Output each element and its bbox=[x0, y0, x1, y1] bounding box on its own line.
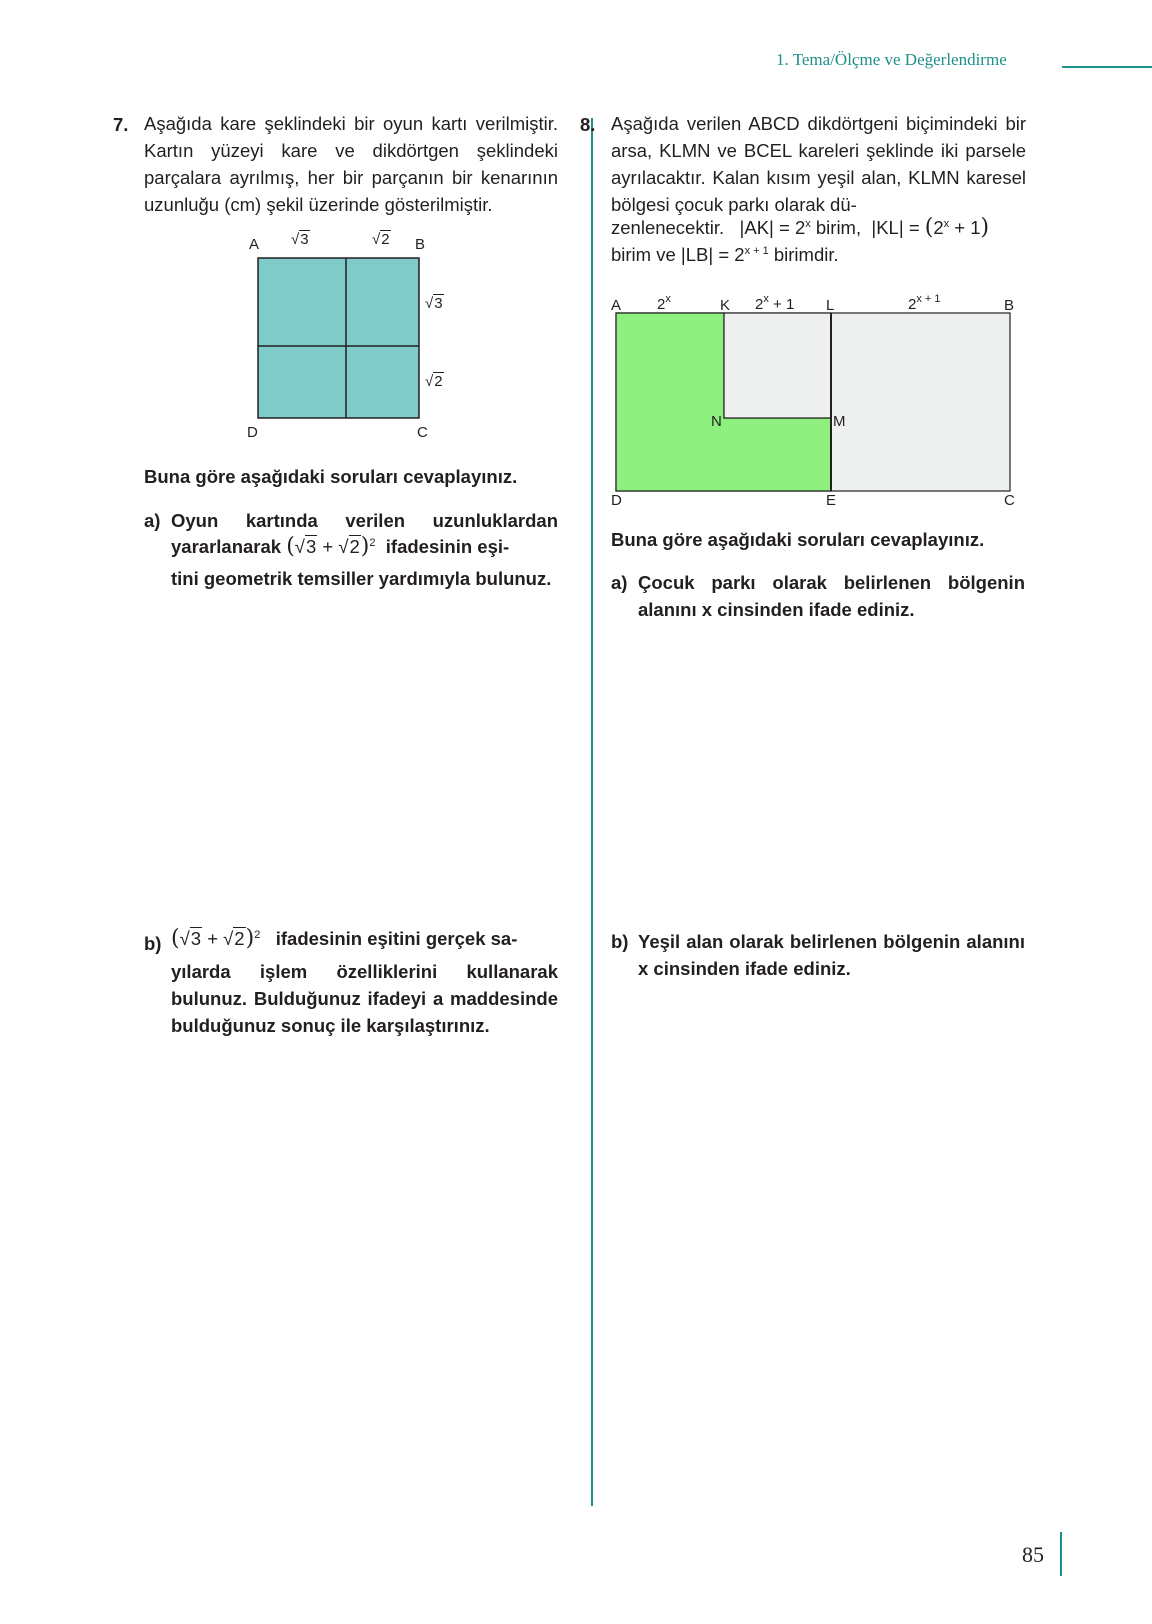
q8-b-label: b) bbox=[611, 931, 629, 952]
q7-card-figure bbox=[240, 226, 480, 446]
q8-label-c: C bbox=[1004, 492, 1015, 509]
q7-a-line1: Oyun kartında verilen uzunluklardan bbox=[171, 510, 558, 531]
q8-label-a: A bbox=[611, 297, 622, 314]
q7-number: 7. bbox=[113, 114, 129, 135]
q8-seg-lb: $2^{x + 1}$ bbox=[908, 293, 941, 313]
q8-land-figure bbox=[600, 300, 1030, 500]
q7-a-label: a) bbox=[144, 510, 161, 531]
q8-seg-ak: 2$^x$ bbox=[657, 293, 671, 313]
q7-corner-c: C bbox=[417, 424, 428, 441]
q8-line-lb: birim ve $|LB| = 2^{x + 1}$ birimdir. bbox=[611, 244, 839, 265]
q8-prompt: Buna göre aşağıdaki soruları cevaplayınız. bbox=[611, 529, 985, 550]
q7-a-line2: yararlanarak $(√3 + √2)^2$ ifadesinin eşi- bbox=[171, 534, 510, 559]
q7-label-top-right: √2 bbox=[372, 231, 390, 248]
q7-corner-d: D bbox=[247, 424, 258, 441]
q8-label-k: K bbox=[720, 297, 731, 314]
q7-prompt: Buna göre aşağıdaki soruları cevaplayınız. bbox=[144, 466, 518, 487]
q7-label-top-left: √3 bbox=[291, 231, 309, 248]
q8-a-label: a) bbox=[611, 572, 628, 593]
q7-b-rest: yılarda işlem özelliklerini kullanarak bulunuz. Bulduğunuz ifadeyi a maddesinde bulduğunuz sonuç ile karşılaştırınız. bbox=[171, 961, 558, 1036]
q8-label-b: B bbox=[1004, 297, 1015, 314]
q8-label-e: E bbox=[826, 492, 837, 509]
q7-label-right-bottom: √2 bbox=[425, 373, 443, 390]
q8-line-ak-kl: zenlenecektir. |AK| = 2$^x$ birim, |KL| = (2$^x$ + 1) bbox=[611, 215, 990, 240]
page-number-rule bbox=[1060, 1532, 1062, 1576]
q7-intro: Aşağıda kare şeklindeki bir oyun kartı verilmiştir. Kartın yüzeyi kare ve dikdörtgen şeklindeki parçalara ayrılmış, her bir parçanın bir kenarının uzunluğu (cm) şekil üzerinde gösterilmiştir. bbox=[144, 113, 558, 215]
page-number: 85 bbox=[1022, 1542, 1044, 1567]
q7-corner-b: B bbox=[415, 236, 426, 253]
q8-seg-kl: 2$^x$ + 1 bbox=[755, 293, 795, 313]
q7-card-outline bbox=[258, 258, 419, 418]
q8-b-text: Yeşil alan olarak belirlenen bölgenin alanını x cinsinden ifade ediniz. bbox=[638, 931, 1025, 979]
header-rule bbox=[1062, 66, 1152, 68]
q8-label-l: L bbox=[826, 297, 835, 314]
column-divider bbox=[591, 118, 593, 1506]
q8-intro: Aşağıda verilen ABCD dikdörtgeni biçimindeki bir arsa, KLMN ve BCEL kareleri şeklinde iki parsele ayrılacaktır. Kalan kısım yeşil alan, KLMN karesel bölgesi çocuk parkı olarak dü- bbox=[611, 113, 1026, 215]
q8-label-n: N bbox=[711, 413, 722, 430]
q8-number: 8. bbox=[580, 114, 596, 135]
q8-label-m: M bbox=[833, 413, 846, 430]
chapter-header: 1. Tema/Ölçme ve Değerlendirme bbox=[776, 50, 1007, 69]
q8-label-d: D bbox=[611, 492, 622, 509]
q7-label-right-top: √3 bbox=[425, 295, 443, 312]
q8-square-klmn bbox=[724, 313, 831, 418]
q7-b-label: b) bbox=[144, 933, 162, 954]
q7-a-line3: tini geometrik temsiller yardımıyla bulunuz. bbox=[171, 568, 552, 589]
q7-b-line1: $(√3 + √2)^2$ ifadesinin eşitini gerçek sa- bbox=[171, 926, 518, 951]
q7-corner-a: A bbox=[249, 236, 260, 253]
q8-a-text: Çocuk parkı olarak belirlenen bölgenin alanını x cinsinden ifade ediniz. bbox=[638, 572, 1025, 620]
